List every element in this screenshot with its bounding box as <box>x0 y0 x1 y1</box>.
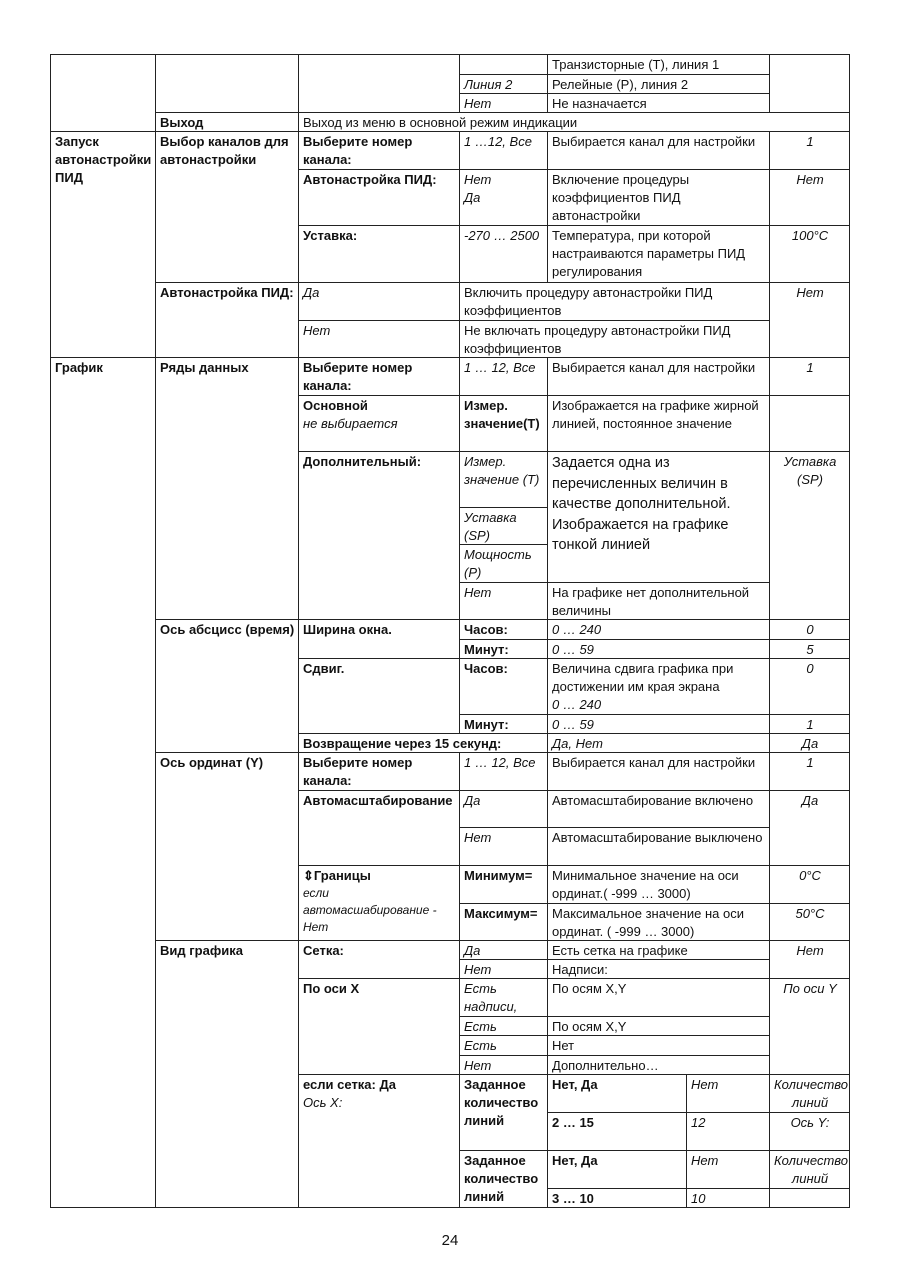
table-cell: 1 <box>769 131 850 170</box>
table-cell: Выбирается канал для настройки <box>547 357 770 396</box>
table-cell: 1 …12, Все <box>459 131 548 170</box>
section-label-cell: График <box>50 357 156 1208</box>
table-cell: Включение процедуры коэффициентов ПИД автонастройки <box>547 169 770 226</box>
table-cell: Минимум= <box>459 865 548 904</box>
table-cell: Транзисторные (Т), линия 1 <box>547 54 770 75</box>
table-cell <box>769 1188 850 1208</box>
table-cell: Измер. значение (Т) <box>459 451 548 508</box>
table-cell: Уставка: <box>298 225 460 283</box>
cell-note: если автомасшабирование - Нет <box>303 886 437 935</box>
table-cell <box>298 865 460 941</box>
table-cell: Уставка (SP) <box>769 451 850 620</box>
table-cell: Нет <box>547 1035 770 1056</box>
table-cell: Дополнительный: <box>298 451 460 620</box>
table-cell: 50°C <box>769 903 850 941</box>
table-cell: Задается одна из перечисленных величин в качестве дополнительной. Изображается на графике тонкой линией <box>547 451 770 583</box>
table-cell: Автомасштабирование выключено <box>547 827 770 866</box>
table-cell: 3 … 10 <box>547 1188 687 1208</box>
table-cell: Автонастройка ПИД: <box>298 169 460 226</box>
table-cell: Уставка (SP) <box>459 507 548 545</box>
table-cell: 0 … 59 <box>547 639 770 659</box>
table-cell: Часов: <box>459 658 548 715</box>
table-cell: Нет, Да <box>547 1074 687 1113</box>
table-cell: Выберите номер канала: <box>298 357 460 396</box>
table-cell <box>298 1074 460 1208</box>
table-cell: Вид графика <box>155 940 299 1208</box>
cell-text: если сетка: Да <box>303 1077 396 1092</box>
table-cell: Количество линий <box>769 1150 850 1189</box>
table-cell: Да <box>769 790 850 866</box>
cell-text: Величина сдвига графика при достижении им края экрана <box>552 661 734 695</box>
table-cell: 100°C <box>769 225 850 283</box>
table-cell: Есть <box>459 1016 548 1036</box>
table-cell <box>155 54 299 113</box>
table-cell: Заданное количество линий <box>459 1074 548 1151</box>
table-cell: Включить процедуру автонастройки ПИД коэффициентов <box>459 282 770 321</box>
table-cell: Нет <box>459 582 548 620</box>
table-cell: 0 <box>769 658 850 715</box>
cell-note: не выбирается <box>303 416 398 432</box>
table-cell: 12 <box>686 1112 770 1151</box>
table-cell: -270 … 2500 <box>459 225 548 283</box>
section-label-cell: Запуск автонастройки ПИД <box>50 131 156 358</box>
page-number: 24 <box>441 1232 459 1249</box>
cell-note: Ось Х: <box>303 1095 343 1111</box>
table-cell: Возвращение через 15 секунд: <box>298 733 548 753</box>
table-cell: Измер. значение(Т) <box>459 395 548 452</box>
table-cell: Нет Да <box>459 169 548 226</box>
table-cell: Заданное количество линий <box>459 1150 548 1208</box>
table-cell: Релейные (Р), линия 2 <box>547 74 770 94</box>
table-cell: Ось Y: <box>769 1112 850 1151</box>
table-cell <box>769 395 850 452</box>
table-cell: Ось абсцисс (время) <box>155 619 299 753</box>
table-cell: Надписи: <box>547 959 770 979</box>
table-cell: Да <box>459 790 548 828</box>
table-cell: Линия 2 <box>459 74 548 94</box>
table-cell: По осям Х,Y <box>547 1016 770 1036</box>
table-cell: 0 … 59 <box>547 714 770 734</box>
table-cell <box>298 54 460 113</box>
table-cell: По оси Х <box>298 978 460 1075</box>
table-cell: Да <box>459 940 548 960</box>
table-cell: По оси Y <box>769 978 850 1075</box>
table-cell: 2 … 15 <box>547 1112 687 1151</box>
table-cell: Ось ординат (Y) <box>155 752 299 941</box>
table-cell: Нет <box>459 93 548 113</box>
table-cell: Нет <box>769 282 850 358</box>
cell-range: 0 … 240 <box>552 697 602 713</box>
cell-text: ⇕Границы <box>303 868 371 883</box>
table-cell: Минут: <box>459 639 548 659</box>
table-cell: Минимальное значение на оси ординат.( -999 … 3000) <box>547 865 770 904</box>
table-cell: Выбирается канал для настройки <box>547 131 770 170</box>
table-cell <box>50 54 156 132</box>
table-cell: 0 … 240 <box>547 619 770 640</box>
table-cell: Нет, Да <box>547 1150 687 1189</box>
table-cell: 1 <box>769 714 850 734</box>
table-cell: По осям Х,Y <box>547 978 770 1017</box>
table-cell <box>298 395 460 452</box>
table-cell: Автомасштабирование включено <box>547 790 770 828</box>
table-cell: Минут: <box>459 714 548 734</box>
table-cell: Выберите номер канала: <box>298 752 460 791</box>
table-cell: Нет <box>769 169 850 226</box>
table-cell <box>547 658 770 715</box>
table-cell: Максимальное значение на оси ординат. ( -999 … 3000) <box>547 903 770 941</box>
table-cell: Выбирается канал для настройки <box>547 752 770 791</box>
table-cell: Автонастройка ПИД: <box>155 282 299 358</box>
table-cell: Выбор каналов для автонастройки <box>155 131 299 283</box>
table-cell: Максимум= <box>459 903 548 941</box>
table-cell: На графике нет дополнительной величины <box>547 582 770 620</box>
table-cell: Нет <box>459 959 548 979</box>
table-cell: Изображается на графике жирной линией, постоянное значение <box>547 395 770 452</box>
table-cell: Есть сетка на графике <box>547 940 770 960</box>
table-cell: Нет <box>686 1074 770 1113</box>
table-cell: Сдвиг. <box>298 658 460 734</box>
table-cell <box>459 54 548 75</box>
table-cell: 10 <box>686 1188 770 1208</box>
table-cell: Не назначается <box>547 93 770 113</box>
table-cell: Ширина окна. <box>298 619 460 659</box>
table-cell: Нет <box>459 827 548 866</box>
table-cell: Есть надписи, <box>459 978 548 1017</box>
table-cell: 5 <box>769 639 850 659</box>
table-cell: Температура, при которой настраиваются параметры ПИД регулирования <box>547 225 770 283</box>
table-cell: 1 <box>769 752 850 791</box>
table-cell: Сетка: <box>298 940 460 979</box>
table-cell: Автомасштабирование <box>298 790 460 866</box>
table-cell: Нет <box>769 940 850 979</box>
table-cell: 1 … 12, Все <box>459 752 548 791</box>
table-cell: Выберите номер канала: <box>298 131 460 170</box>
table-cell: Выход <box>155 112 299 132</box>
table-cell: Да <box>769 733 850 753</box>
table-cell: Нет <box>459 1055 548 1075</box>
table-cell: Ряды данных <box>155 357 299 620</box>
table-cell: 1 … 12, Все <box>459 357 548 396</box>
table-cell <box>769 54 850 113</box>
table-cell: Выход из меню в основной режим индикации <box>298 112 850 132</box>
table-cell: Есть <box>459 1035 548 1056</box>
table-cell: Да <box>298 282 460 321</box>
table-cell: Дополнительно… <box>547 1055 770 1075</box>
table-cell: 0°C <box>769 865 850 904</box>
table-cell: Мощность (Р) <box>459 544 548 583</box>
table-cell: Количество линий <box>769 1074 850 1113</box>
table-cell: Часов: <box>459 619 548 640</box>
table-cell: 0 <box>769 619 850 640</box>
table-cell: 1 <box>769 357 850 396</box>
table-cell: Нет <box>686 1150 770 1189</box>
table-cell: Да, Нет <box>547 733 770 753</box>
cell-text: Основной <box>303 398 368 413</box>
table-cell: Не включать процедуру автонастройки ПИД коэффициентов <box>459 320 770 358</box>
table-cell: Нет <box>298 320 460 358</box>
